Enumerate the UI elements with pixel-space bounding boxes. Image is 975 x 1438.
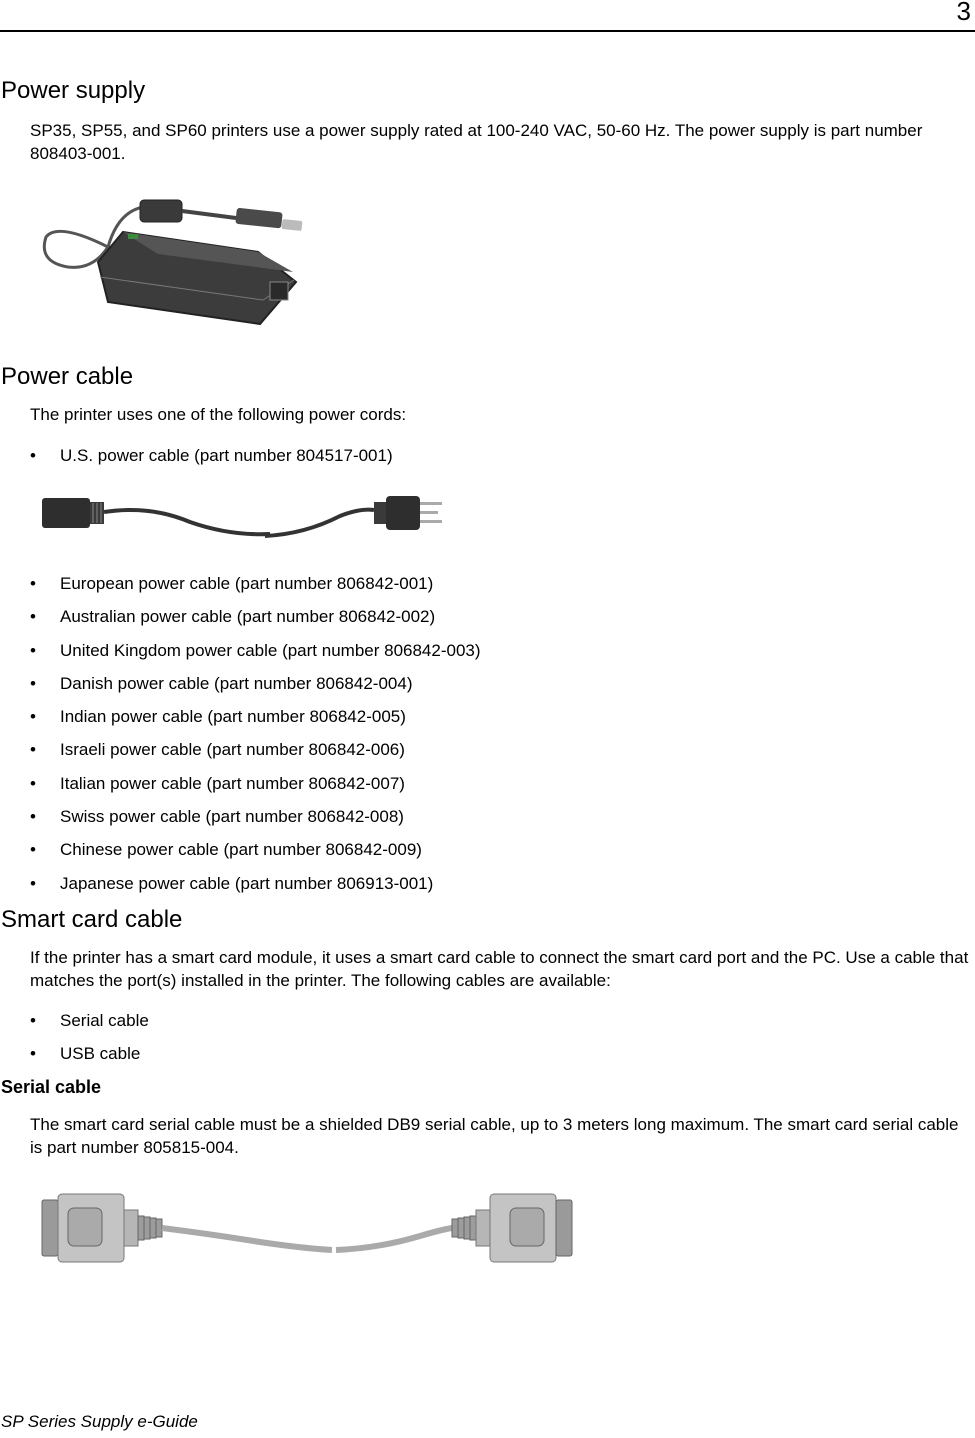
power-cable-item: [30, 774, 405, 794]
smart-card-cable-text: If the printer has a smart card module, it uses a smart card cable to connect the smart card port and the PC. Use a cable that matches the port(s) installed in the printer. The following cables are available:: [30, 948, 969, 990]
power-cable-heading: Power cable: [1, 363, 134, 390]
power-cable-item: [30, 874, 433, 894]
bullet-marker: •: [30, 1011, 36, 1030]
footer-title: SP Series Supply e-Guide: [1, 1412, 198, 1431]
power-cable-item: [30, 740, 405, 760]
power-cable-label: Australian power cable (part number 806842-002): [60, 607, 436, 626]
power-supply-text: SP35, SP55, and SP60 printers use a power supply rated at 100-240 VAC, 50-60 Hz. The power supply is part number 808403-001.: [30, 121, 923, 163]
bullet-marker: •: [30, 707, 36, 726]
power-cable-label: Indian power cable (part number 806842-005): [60, 707, 406, 726]
bullet-marker: •: [30, 1044, 36, 1063]
bullet-marker: •: [30, 874, 36, 893]
power-supply-heading: Power supply: [1, 77, 146, 104]
power-cable-item: [30, 641, 481, 661]
bullet-marker: •: [30, 674, 36, 693]
power-cable-label: Chinese power cable (part number 806842-009): [60, 840, 422, 859]
bullet-marker: •: [30, 607, 36, 626]
bullet-marker: •: [30, 574, 36, 593]
power-cable-item: [30, 840, 422, 860]
bullet-marker: •: [30, 641, 36, 660]
us-power-cable-item: [30, 446, 393, 466]
smart-card-cable-item: [30, 1044, 140, 1064]
bullet-marker: •: [30, 807, 36, 826]
serial-cable-text: The smart card serial cable must be a shielded DB9 serial cable, up to 3 meters long maximum. The smart card serial cable is part number 805815-004.: [30, 1115, 959, 1157]
power-cable-label: Swiss power cable (part number 806842-008): [60, 807, 404, 826]
bullet-marker: •: [30, 840, 36, 859]
power-cable-intro: The printer uses one of the following power cords:: [30, 405, 407, 424]
power-cable-label: Israeli power cable (part number 806842-006): [60, 740, 405, 759]
serial-cable-heading: Serial cable: [1, 1077, 102, 1097]
power-cable-item: [30, 607, 435, 627]
power-cable-label: United Kingdom power cable (part number 806842-003): [60, 641, 481, 660]
header-rule: [0, 30, 975, 32]
power-cable-label: Italian power cable (part number 806842-007): [60, 774, 405, 793]
power-cable-item: [30, 807, 404, 827]
smart-card-cable-label: USB cable: [60, 1044, 141, 1063]
page-number: 3: [956, 0, 971, 26]
smart-card-cable-label: Serial cable: [60, 1011, 149, 1030]
power-cable-label: European power cable (part number 806842-001): [60, 574, 434, 593]
bullet-marker: •: [30, 774, 36, 793]
bullet-marker: •: [30, 446, 36, 465]
us-power-cable-label: U.S. power cable (part number 804517-001): [60, 446, 393, 465]
power-cable-item: [30, 707, 406, 727]
bullet-marker: •: [30, 740, 36, 759]
smart-card-cable-heading: Smart card cable: [1, 906, 183, 933]
power-cable-item: [30, 674, 412, 694]
power-cable-label: Japanese power cable (part number 806913-001): [60, 874, 434, 893]
power-supply-image: [38, 192, 306, 334]
smart-card-cable-item: [30, 1011, 149, 1031]
us-power-cable-image: [40, 490, 446, 546]
power-cable-item: [30, 574, 433, 594]
power-cable-label: Danish power cable (part number 806842-004): [60, 674, 413, 693]
serial-cable-image: [40, 1190, 576, 1270]
